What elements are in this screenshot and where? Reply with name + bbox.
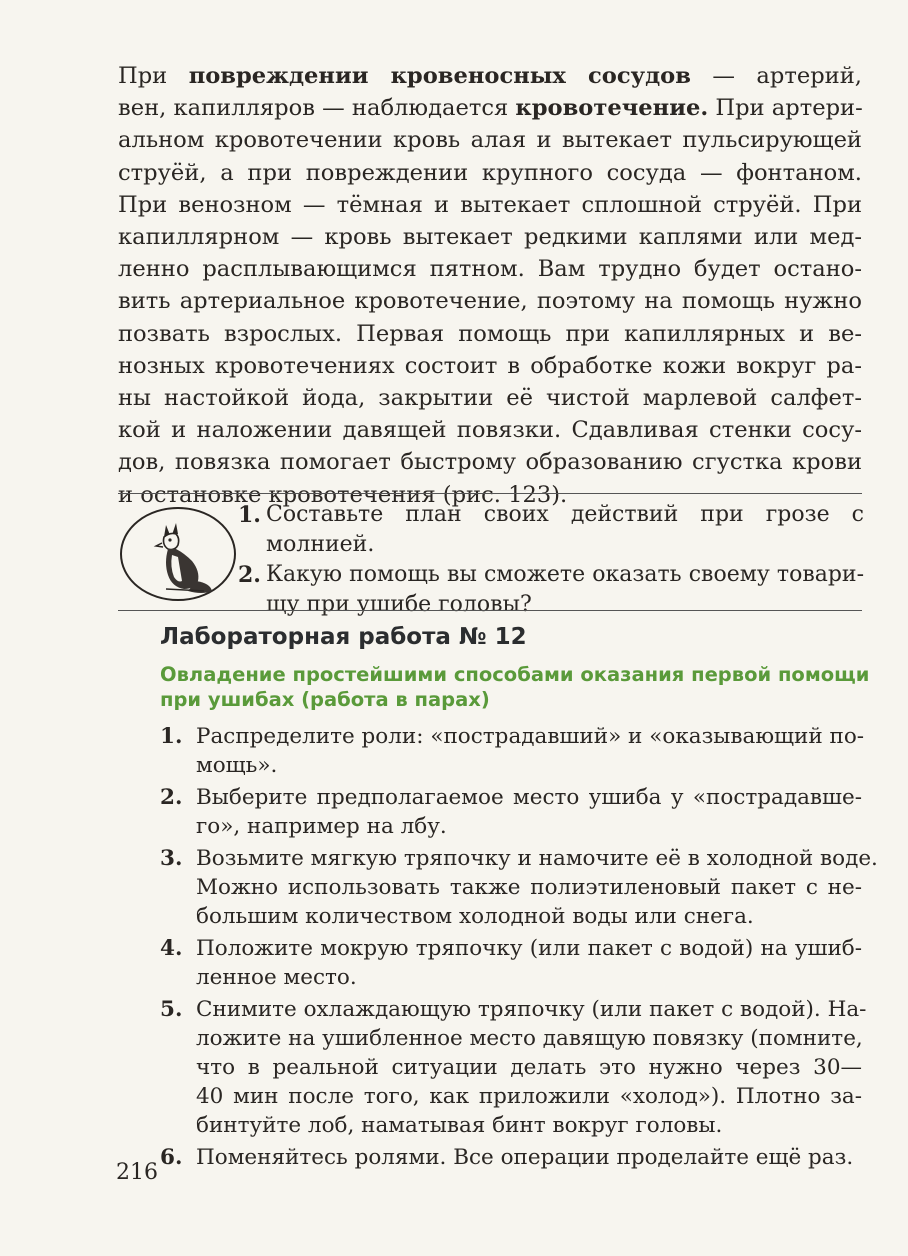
step-text: большим количеством холодной воды или снега. [196, 904, 754, 929]
paragraph-line [118, 382, 862, 414]
step-text: мощь». [196, 753, 278, 778]
fox-mascot-icon [118, 505, 238, 603]
text-run: позвать взрослых. Первая помощь при капиллярных и ве- [118, 320, 862, 347]
step-number: 5. [160, 997, 183, 1022]
bold-term: повреждении кровеносных сосудов [188, 63, 691, 89]
text-run: кой и наложении давящей повязки. Сдавливая стенки сосу- [118, 417, 862, 444]
step-text: Поменяйтесь ролями. Все операции проделайте ещё раз. [196, 1145, 854, 1170]
bleeding-paragraph [118, 60, 862, 511]
step-text: ленное место. [196, 965, 357, 990]
text-run: нозных кровотечениях состоит в обработке кожи вокруг ра- [118, 352, 862, 379]
paragraph-line [118, 253, 862, 285]
text-run: дов, повязка помогает быстрому образованию сгустка крови [118, 449, 862, 476]
review-questions [238, 500, 864, 620]
paragraph-line [118, 446, 862, 478]
step-number: 3. [160, 846, 183, 871]
step-number: 4. [160, 936, 183, 961]
question-text: щу при ушибе головы? [266, 592, 532, 617]
text-run: вить артериальное кровотечение, поэтому на помощь нужно [118, 288, 862, 315]
step-text: ложите на ушибленное место давящую повязку (помните, [196, 1026, 863, 1051]
text-run: При венозном — тёмная и вытекает сплошной струёй. При [118, 191, 862, 218]
lab-subtitle [160, 662, 870, 712]
page-number: 216 [116, 1160, 158, 1185]
step-text: Положите мокрую тряпочку (или пакет с водой) на ушиб- [196, 936, 862, 961]
paragraph-line [118, 157, 862, 189]
lab-subtitle-line: при ушибах (работа в парах) [160, 688, 490, 711]
step-text: Снимите охлаждающую тряпочку (или пакет с водой). На- [196, 997, 867, 1022]
lab-title: Лабораторная работа № 12 [160, 624, 527, 650]
text-run: струёй, а при повреждении крупного сосуда — фонтаном. [118, 159, 862, 186]
paragraph-line [118, 189, 862, 221]
lab-step [160, 1143, 862, 1172]
step-number: 1. [160, 724, 183, 749]
text-run: ны настойкой йода, закрытии её чистой марлевой салфет- [118, 385, 862, 412]
paragraph-line [118, 414, 862, 446]
text-run: При [118, 63, 189, 89]
lab-step [160, 934, 862, 992]
text-run: ленно расплывающимся пятном. Вам трудно будет остано- [118, 256, 862, 283]
question-item [238, 560, 864, 620]
step-text: Возьмите мягкую тряпочку и намочите её в холодной воде. [196, 846, 878, 871]
section-divider-top [118, 493, 862, 494]
lab-steps-list [160, 722, 878, 1175]
text-run: капиллярном — кровь вытекает редкими каплями или мед- [118, 224, 862, 251]
step-number: 6. [160, 1145, 183, 1170]
paragraph-line [118, 124, 862, 156]
text-run: При артери- [708, 95, 863, 122]
question-text: Составьте план своих действий при грозе с молнией. [266, 502, 864, 557]
lab-step [160, 995, 867, 1140]
question-number: 1. [238, 502, 261, 528]
bold-term: кровотечение. [515, 95, 709, 122]
question-text: Какую помощь вы сможете оказать своему товари- [266, 562, 864, 587]
paragraph-line [118, 221, 862, 253]
paragraph-line [118, 318, 862, 350]
lab-step [160, 722, 865, 780]
paragraph-line [118, 60, 862, 92]
question-item [238, 500, 864, 560]
paragraph-line [118, 285, 862, 317]
step-text: что в реальной ситуации делать это нужно через 30— [196, 1055, 862, 1080]
text-run: альном кровотечении кровь алая и вытекает пульсирующей [118, 127, 862, 154]
paragraph-line [118, 92, 862, 124]
step-text: Выберите предполагаемое место ушиба у «пострадавше- [196, 785, 862, 810]
lab-step [160, 844, 878, 931]
lab-step [160, 783, 862, 841]
step-text: 40 мин после того, как приложили «холод»). Плотно за- [196, 1084, 862, 1109]
text-run: вен, капилляров — наблюдается [118, 95, 516, 122]
text-run: и остановке кровотечения (рис. 123). [118, 481, 568, 508]
step-text: бинтуйте лоб, наматывая бинт вокруг головы. [196, 1113, 723, 1138]
lab-subtitle-line: Овладение простейшими способами оказания первой помощи [160, 663, 870, 686]
step-text: Распределите роли: «пострадавший» и «оказывающий по- [196, 724, 865, 749]
step-text: го», например на лбу. [196, 814, 447, 839]
question-number: 2. [238, 562, 261, 588]
paragraph-line [118, 350, 862, 382]
text-run: — артерий, [690, 63, 862, 89]
step-text: Можно использовать также полиэтиленовый пакет с не- [196, 875, 862, 900]
section-divider-bottom [118, 610, 862, 611]
step-number: 2. [160, 785, 183, 810]
